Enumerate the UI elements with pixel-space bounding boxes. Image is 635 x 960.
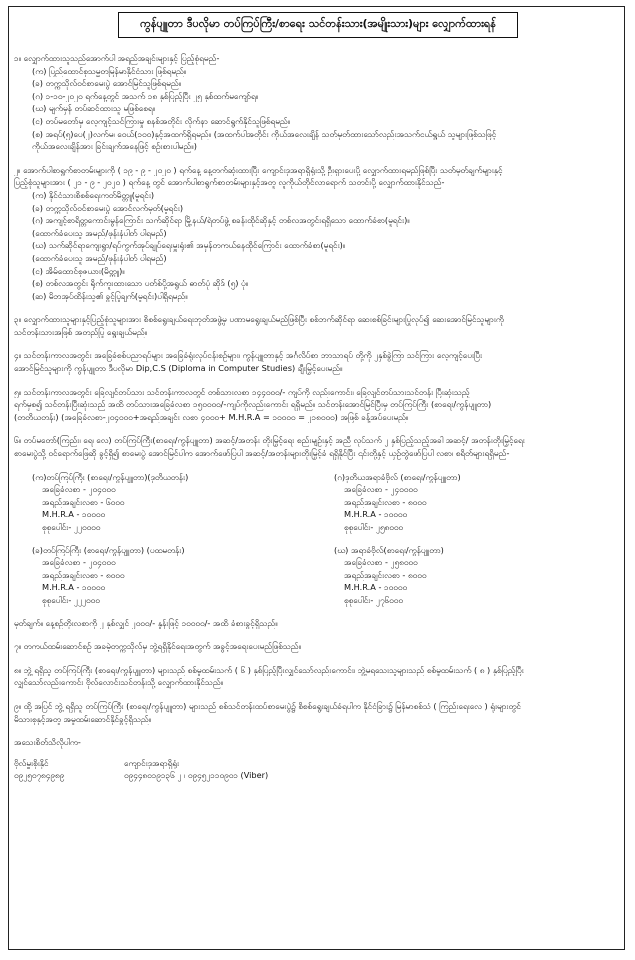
section-qualifications <box>14 52 618 153</box>
qualifications-intro: ၁။ လျှောက်ထားသူသည်အောက်ပါ အရည်အချင်းများနှင့် ပြည့်စုံရမည်- <box>14 53 220 63</box>
contact-row <box>14 757 618 770</box>
paragraph-line: ၄။ သင်တန်းကာလအတွင်း အခြေခံစစ်ပညာရပ်များ အခြေခံရုံးလုပ်ငန်းစဉ်များ၊ ကွန်ပျူတာနှင့် အင်္ဂလိပ်စာ ဘာသာရပ် တို့ကို ၂နှစ်ခွဲကြာ သင်ကြား လေ့ကျင့်ပေးပြီး <box>14 350 483 361</box>
contact-row <box>14 769 618 782</box>
document-item: (ထောက်ခံပေးသူ အမည်/ဖုန်းနံပါတ် ပါရမည်) <box>32 227 167 238</box>
qualification-item: (က) ပြည်ထောင်စုသမ္မတမြန်မာနိုင်ငံသား ဖြစ်ရမည်။ <box>32 65 187 76</box>
section-contact <box>14 736 618 782</box>
title-text: ကွန်ပျူတာ ဒီပလိုမာ တပ်ကြပ်ကြီး/စာရေး သင်တန်းသား(အမျိုးသား)များ လျှောက်ထားရန် <box>140 17 496 30</box>
section-training <box>14 349 618 374</box>
paragraph-line: ၉။ ထို့ အပြင် ဘွဲ့ ရရှိသူ တပ်ကြပ်ကြီး (စာရေး/ကွန်ပျူတာ) များသည် စစ်သင်တန်းထပ်စာမေးပွဲ၌ စိစစ်ရွေးချယ်ခံရပါက နိုင်ငံခြား၌ မြန်မာစစ်သံ ( ကြည်းရေးလေ ) ရုံးများတွင် <box>14 700 521 711</box>
rank-line: စုစုပေါင်း- ၂၂၀၀၀၀ <box>42 522 101 532</box>
section-officer-course <box>14 664 618 689</box>
document-item: (ထောက်ခံပေးသူ အမည်/ဖုန်းနံပါတ် ပါရမည်) <box>32 252 167 263</box>
paragraph-line: ၇။ တကယ်ထမ်းဆောင်စဉ် အခမဲ့တက္ကသိုလ်မှ ဘွဲ့ရရှိနိုင်ရေးအတွက် အခွင့်အရေးပေးမည်ဖြစ်သည်။ <box>14 641 302 652</box>
rank-block <box>14 471 316 534</box>
rank-block <box>14 544 316 607</box>
qualification-item: (စ) အရပ်(၅)ပေ(၂)လက်မ၊ ဝေယ်(၁၀၀)နှင့်အထက်ရှိရမည်။ (အထက်ပါအတိုင်း ကိုယ်အလေးချိန် သတ်မှတ်ထားသော်လည်းအသက်ငယ်ရွယ် သူများဖြစ်သဖြင့် <box>32 128 497 139</box>
contact-office: ကျောင်းဒုအရာရှိရုံး <box>124 757 180 768</box>
document-item: (ဃ) သက်ဆိုင်ရာကျေးရွာ/ရပ်ကွက်အုပ်ချုပ်ရေးမှူးရုံး၏ အမှန်တကယ်နေထိုင်ကြောင်း ထောက်ခံစာ(မူရင်း)။ <box>32 240 346 251</box>
paragraph-line: (တတိယတန်း) (အခြေခံလစာ-၂၀၄၀၀၀+အရည်အချင်း လစာ ၄၀၀၀+ M.H.R.A = ၁၀၀၀၀ = ၂၁၈၀၀၀) အဖြစ် ခန့်အပ်ပေးမည်။ <box>14 411 409 422</box>
qualification-item: ကိုယ်အလေးချိန်အား ခြင်းချက်အနေဖြင့် စဉ်းစားပါမည်။) <box>32 141 197 152</box>
document-item: (က) နိုင်ငံသားစိစစ်ရေးကတ်မိတ္တူ(မူရင်း) <box>32 189 155 200</box>
paragraph-line: ၅။ သင်တန်းကာလအတွင်း ခြေလျင်တပ်သား သင်တန်းကာလတွင် တစ်သားလစာ ၁၄၄၀၀၀/- ကျပ်ကို လည်းကောင်း၊ ခြေလျင်တပ်သားသင်တန်း ပြီးဆုံးသည့် <box>14 386 470 397</box>
contact-heading: အသေးစိတ်သိလိုပါက- <box>14 737 81 748</box>
rank-line: စုစုပေါင်း- ၂၅၈၀၀၀ <box>344 522 404 532</box>
paragraph-line: ၃။ လျှောက်ထားသူများနှင့်ပြည့်စုံသူများအား စိစစ်ရွေးချယ်ရေးဘုတ်အဖွဲ့မှ ပဏာမရွေးချယ်မည်ဖြစ်ပြီး စစ်ဘက်ဆိုင်ရာ ဆေးစစ်ခြင်းများပြုလုပ်၍ ဆေးအောင်မြင်သူများကို <box>14 314 504 325</box>
section-degree <box>14 640 618 653</box>
rank-line: အရည်အချင်းလစာ - ၈၀၀၀ <box>344 496 427 507</box>
rank-title: (က)တပ်ကြပ်ကြီး (စာရေး/ကွန်ပျူတာ)(ဒုတိယတန်း) <box>32 471 189 482</box>
paragraph-line: ရက်မှစ၍ သင်တန်းပြီးဆုံးသည် အထိ တပ်သားအခြေခံလစာ ၁၅၀၀၀၀/-ကျပ်ကိုလည်းကောင်း ရရှိမည်။ သင်တန်းအောင်မြင်ပြီးမှ တပ်ကြပ်ကြီး (စာရေး/ကွန်ပျူတာ) <box>14 399 492 410</box>
paragraph-line: ၈။ ဘွဲ့ ရရှိသူ တပ်ကြပ်ကြီး (စာရေး/ကွန်ပျူတာ) များသည် စစ်မှုထမ်းသက် ( ၆ ) နှစ်ပြည့်ပြီးလျှင်သော်လည်းကောင်း၊ ဘွဲ့မရသေးသူများသည် စစ်မှုထမ်းသက် ( ၈ ) နှစ်ပြည့်ပြီး <box>14 664 524 675</box>
rank-line: M.H.R.A - ၁၀၀၀၀ <box>344 509 408 520</box>
rank-block <box>316 471 618 534</box>
document-body <box>14 52 618 793</box>
rank-title: (ခ)တပ်ကြပ်ကြီး (စာရေး/ကွန်ပျူတာ) (ပထမတန်း) <box>32 544 185 555</box>
remark-line: မှတ်ချက်။ နေ့စဉ်တိုးလစာကို ၂ နှစ်လျှင် ၂၀၀၀/- နှုန်းဖြင့် ၁၀၀၀၀/- အထိ ခံစားခွင့်ရှိသည်။ <box>14 617 278 628</box>
contact-phone: ၀၉၂၅၀၇၈၄၉၈၉ <box>14 770 65 781</box>
documents-intro: ၂။ အောက်ပါစာရွက်စာတမ်းများကို ( ၁၉ - ၉ - ၂၀၂၀ ) ရက်နေ့ နေ့တက်ဆုံးထားပြီး ကျောင်းဒုအရာရှိရုံးသို့ ဦးရှားပေးပို့ လျှောက်ထားရမည်ဖြစ်ပြီး သတ်မှတ်ချက်များနှင့် <box>14 164 503 175</box>
section-selection <box>14 313 618 338</box>
contact-name: ဗိုလ်မှူးစိုးနိုင် <box>14 757 49 768</box>
qualification-item: (ခ) တက္ကသိုလ်ဝင်စာမေးပွဲ အောင်မြင်သူဖြစ်ရမည်။ <box>32 78 182 89</box>
section-overseas <box>14 700 618 725</box>
paragraph-line: ၆။ တပ်မတော်(ကြည်း၊ ရေ၊ လေ) တပ်ကြပ်ကြီး(စာရေး/ကွန်ပျူတာ) အဆင့်/အတန်း တိုးမြှင့်ရေး စည်းမျဉ်းနှင့် အညီ လုပ်သက် ၂ နှစ်ပြည့်သည့်အခါ အဆင့်/ အတန်းတိုးမြှင့်ရေး <box>14 435 525 446</box>
paragraph-line: လျှင်သော်လည်းကောင်း ဗိုလ်လောင်းသင်တန်းသို့ လျှောက်ထားနိုင်သည်။ <box>14 677 224 688</box>
rank-line: M.H.R.A - ၁၀၀၀၀ <box>344 582 408 593</box>
qualification-item: (ဃ) မျက်မှန် တပ်ဆင်ထားသူ မဖြစ်စေရ။ <box>32 103 156 114</box>
document-item: (ခ) တက္ကသိုလ်ဝင်စာမေးပွဲ အောင်လက်မှတ်(မူရင်း) <box>32 202 184 213</box>
rank-table-row <box>14 471 618 534</box>
rank-table-row <box>14 544 618 607</box>
rank-line: အရည်အချင်းလစာ - ၆၀၀၀ <box>42 496 125 507</box>
rank-title: (ဂ)ဒုတိယအရာခံဗိုလ် (စာရေး/ကွန်ပျူတာ) <box>334 471 461 482</box>
rank-line: M.H.R.A - ၁၀၀၀၀ <box>42 582 106 593</box>
rank-line: အရည်အချင်းလစာ - ၈၀၀၀ <box>344 569 427 580</box>
document-item: (ဆ) မိဘအုပ်ထိန်းသူ၏ ခွင့်ပြုချက်(မူရင်း)ပါရှိရမည်။ <box>32 290 188 301</box>
section-promotion <box>14 434 618 459</box>
rank-title: (ဃ) အရာခံဗိုလ်(စာရေး/ကွန်ပျူတာ) <box>334 544 444 555</box>
qualification-item: (င) တပ်မတော်မှ လေ့ကျင့်သင်ကြားမှု စနစ်အတိုင်း လိုက်နာ ဆောင်ရွက်နိုင်သူဖြစ်ရမည်။ <box>32 115 291 126</box>
rank-line: အခြေခံလစာ - ၂၄၀၀၀၀ <box>344 484 418 495</box>
paragraph-line: သင်တန်းသားအဖြစ် အတည်ပြု ရွေးချယ်မည်။ <box>14 326 148 337</box>
rank-line: စုစုပေါင်း- ၂၂၂၀၀၀ <box>42 594 100 605</box>
paragraph-line: မိသားစုနှင့်အတူ အမှုထမ်းဆောင်နိုင်ခွင့်ရှိသည်။ <box>14 713 152 724</box>
contact-phone-office: ၀၉၄၄၈၀၁၉၁၃၆ ၂ ၊ ၀၉၄၅၂၁၁၀၉၀၁ (Viber) <box>124 770 269 781</box>
rank-line: စုစုပေါင်း- ၂၇၆၀၀၀ <box>344 594 403 605</box>
rank-line: အခြေခံလစာ - ၂၀၄၀၀၀ <box>42 484 116 495</box>
document-item: (င) အိမ်ထောင်စုဇယား(မိတ္တူ)။ <box>32 265 125 276</box>
rank-line: M.H.R.A - ၁၀၀၀၀ <box>42 509 106 520</box>
document-item: (ဂ) အကျင့်စာရိတ္တကောင်းမွန်ကြောင်း သက်ဆိုင်ရာ မြို့နယ်/ရဲတပ်ဖွဲ့ စခန်းထိုင်ဆိုနှင့် တစ်လအတွင်းရရှိသော ထောက်ခံစာ(မူရင်း)။ <box>32 215 410 226</box>
document-item: (စ) တစ်လအတွင်း ရိုက်ကူးထားသော ပတ်စ်ပို့အရွယ် ဓာတ်ပုံ ဆိုဒ် (၅) ပုံ။ <box>32 278 249 289</box>
rank-line: အခြေခံလစာ - ၂၀၄၀၀၀ <box>42 557 116 568</box>
section-salary <box>14 386 618 424</box>
qualification-item: (ဂ) ၁-၁၀-၂၀၂၀ ရက်နေ့တွင် အသက် ၁၈ နှစ်ပြည့်ပြီး ၂၅ နှစ်ထက်မကျော်ရ။ <box>32 90 259 101</box>
paragraph-line: စာမေးပွဲသို့ ဝင်ရောက်ဖြေဆို ခွင့်ရှိ၍ စာမေးပွဲ အောင်မြင်ပါက အောက်ဖော်ပြပါ အဆင့်/အတန်းများတိုးမြှင့်ခံ ရရှိနိုင်ပြီး ၎င်းတို့နှင့် ယှဉ်တွဲဖော်ပြပါ လစာ၊ စရိတ်များရရှိမည်- <box>14 448 510 459</box>
rank-line: အရည်အချင်းလစာ - ၈၀၀၀ <box>42 569 125 580</box>
page-title <box>118 12 518 38</box>
section-documents <box>14 164 618 303</box>
paragraph-line: အောင်မြင်သူများကို ကွန်ပျူတာ ဒီပလိုမာ Dip,C.S (Diploma in Computer Studies) ချီးမြှင့်ပေးမည်။ <box>14 363 343 374</box>
documents-intro: ပြည့်စုံသူများအား ( ၂၁ - ၉ - ၂၀၂၀ ) ရက်နေ့ တွင် အောက်ပါစာရွက်စာတမ်းများနှင့်အတူ လူကိုယ်တိုင်လာရောက် သတင်းပို့ လျှောက်ထားနိုင်သည်- <box>14 177 445 188</box>
rank-block <box>316 544 618 607</box>
section-remark <box>14 617 618 630</box>
rank-line: အခြေခံလစာ - ၂၅၈၀၀၀ <box>344 557 418 568</box>
